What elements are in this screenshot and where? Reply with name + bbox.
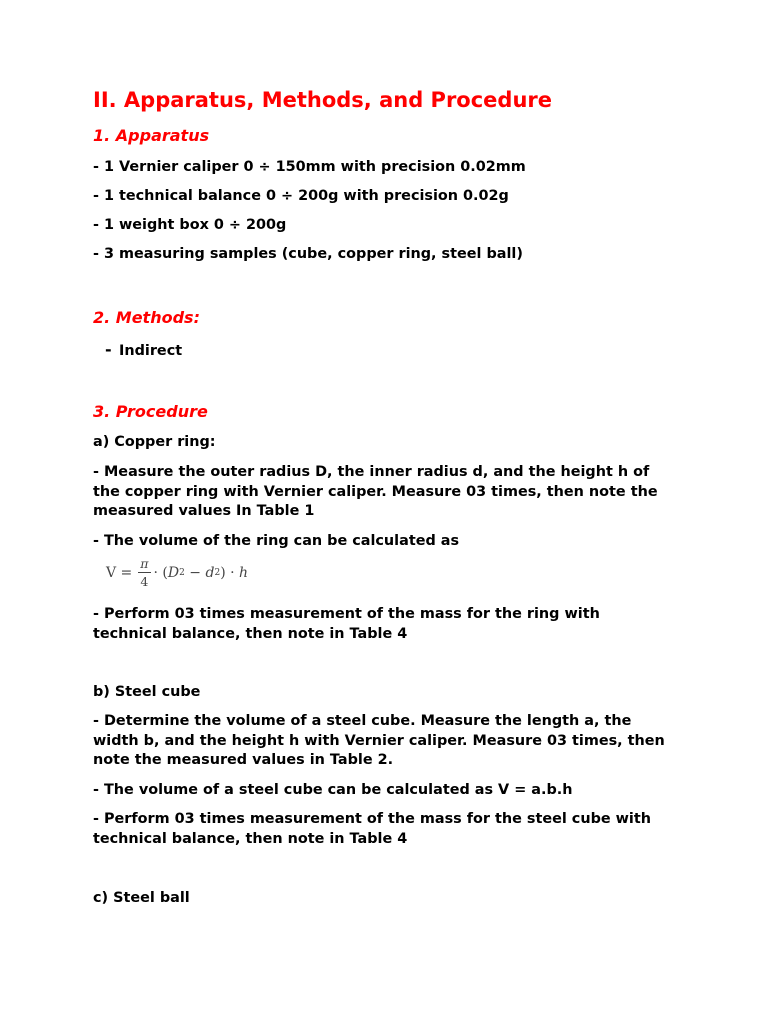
formula-lhs: V = bbox=[106, 565, 133, 581]
formula-open: · ( bbox=[153, 565, 168, 581]
steel-cube-step-2: - The volume of a steel cube can be calculated as V = a.b.h bbox=[93, 782, 573, 798]
formula-exp-2: 2 bbox=[214, 568, 221, 578]
formula-var-D: D bbox=[167, 565, 180, 581]
methods-item: Indirect bbox=[119, 343, 183, 359]
apparatus-item: - 1 Vernier caliper 0 ÷ 150mm with precision 0.02mm bbox=[93, 159, 526, 175]
steel-cube-label: b) Steel cube bbox=[93, 684, 201, 700]
formula-exp-1: 2 bbox=[179, 568, 185, 578]
formula-minus: − bbox=[184, 565, 206, 581]
apparatus-item: - 1 technical balance 0 ÷ 200g with precision 0.02g bbox=[93, 188, 509, 204]
steel-cube-step-1: - Determine the volume of a steel cube. Measure the length a, the width b, and the height h with Vernier caliper. Measure 03 times, then note the measured values in Table 2. bbox=[93, 713, 665, 768]
copper-ring-label: a) Copper ring: bbox=[93, 434, 216, 450]
copper-ring-step-2: - The volume of the ring can be calculated as bbox=[93, 533, 460, 549]
formula-fraction bbox=[138, 557, 150, 589]
apparatus-title: 1. Apparatus bbox=[93, 126, 210, 145]
apparatus-item: - 1 weight box 0 ÷ 200g bbox=[93, 217, 287, 233]
formula-var-d: d bbox=[205, 565, 215, 581]
steel-ball-label: c) Steel ball bbox=[93, 890, 190, 906]
steel-cube-step-3: - Perform 03 times measurement of the mass for the steel cube with technical balance, then note in Table 4 bbox=[93, 811, 651, 847]
formula-close: ) · bbox=[220, 565, 240, 581]
ring-volume-formula bbox=[106, 552, 248, 594]
copper-ring-step-1: - Measure the outer radius D, the inner radius d, and the height h of the copper ring with Vernier caliper. Measure 03 times, then note the measured values In Table 1 bbox=[93, 464, 658, 519]
methods-dash: - bbox=[105, 340, 112, 359]
methods-title: 2. Methods: bbox=[93, 308, 200, 327]
procedure-title: 3. Procedure bbox=[93, 402, 208, 421]
apparatus-item: - 3 measuring samples (cube, copper ring, steel ball) bbox=[93, 246, 523, 262]
section-heading: II. Apparatus, Methods, and Procedure bbox=[93, 88, 552, 112]
copper-ring-step-3: - Perform 03 times measurement of the mass for the ring with technical balance, then note in Table 4 bbox=[93, 606, 600, 642]
formula-numerator: π bbox=[140, 556, 149, 571]
formula-denominator: 4 bbox=[140, 574, 149, 589]
formula-var-h: h bbox=[239, 565, 249, 581]
